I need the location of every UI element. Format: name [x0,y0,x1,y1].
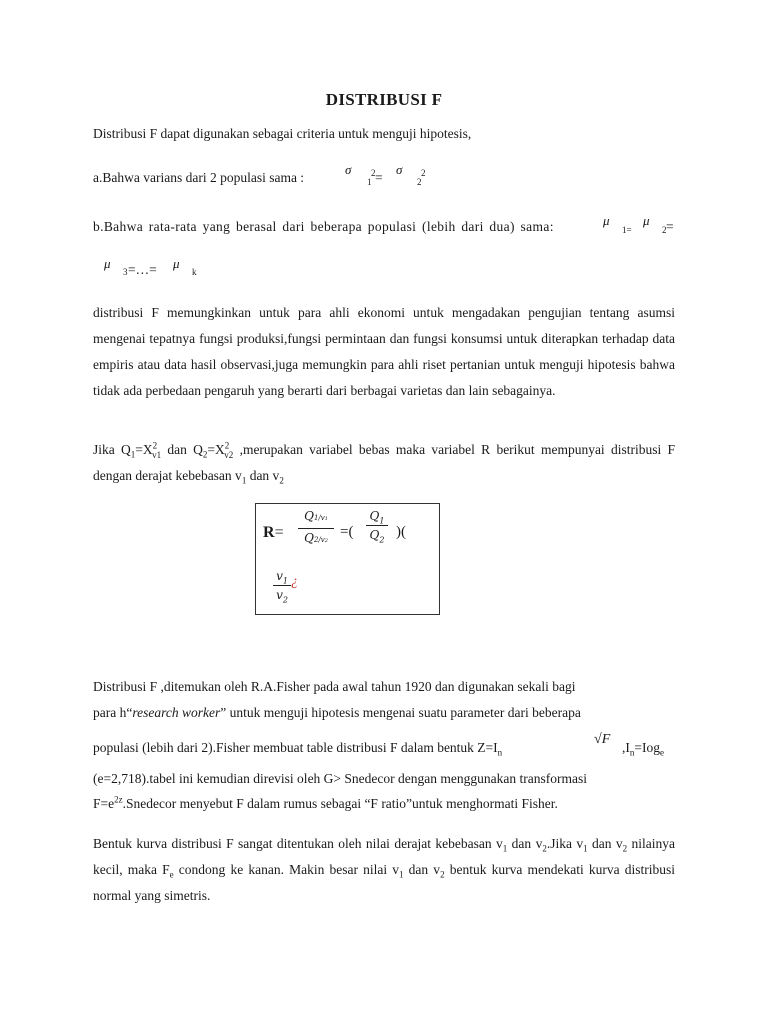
sigma-1-superscript: 2 [371,168,376,178]
sigma-2-symbol: σ [396,162,403,177]
mu-2-subscript: 2 [662,225,667,235]
point-b-text: b.Bahwa rata-rata yang berasal dari beberapa populasi (lebih dari dua) sama: [93,219,554,234]
mu-1-symbol: μ [603,213,610,228]
point-a-equals: = [375,170,383,185]
log-notation: $,I_n=Iog_e$ [622,740,664,758]
fisher-line-2: para h“research worker” untuk menguji hipotesis mengenai suatu parameter dari beberapa [93,705,581,720]
fisher-line-5: $F=e^{2z}.Snedecor$ menyebut F dalam rumus sebagai “F ratio”untuk menghormati Fisher. [93,794,558,811]
paragraph-variable-r: Jika $Q_1=X^2_{v1}$ dan $Q_2=X^2_{v2}$ ,merupakan variabel bebas maka variabel R berikut mempunyai distribusi F dengan derajat kebebasan $v_1$ dan $v_2$ [93,440,675,486]
formula-open-paren: =( [340,524,354,540]
point-b-equals: = [666,219,674,234]
formula-r-label: R= [263,524,284,541]
sigma-2-subscript: 2 [417,177,422,187]
mu-k-subscript: k [192,267,197,277]
fisher-line-3: populasi (lebih dari 2).Fisher membuat table distribusi F dalam bentuk $Z=I_n$ [93,740,503,758]
mu-3-symbol: μ [104,256,111,271]
sigma-2-superscript: 2 [421,168,426,178]
mu-ellipsis: =…= [128,262,157,277]
sigma-1-subscript: 1 [367,177,372,187]
fraction-q1-q2: $Q_1$ $Q_2$ [366,508,388,543]
mu-2-symbol: μ [643,213,650,228]
formula-box [255,503,440,615]
fisher-line-1: Distribusi F ,ditemukan oleh R.A.Fisher pada awal tahun 1920 dan digunakan sekali bagi [93,679,576,694]
mu-3-subscript: 3 [123,267,128,277]
mu-1-subscript: 1= [622,225,632,235]
fraction-q-over-v: Q1/v1 Q2/v2 [298,508,334,549]
page-title: DISTRIBUSI F [325,90,443,109]
sigma-1-symbol: σ [345,162,352,177]
intro-text: Distribusi F dapat digunakan sebagai criteria untuk menguji hipotesis, [93,126,472,141]
fraction-v1-v2: $v_1$ $v_2$ [273,568,291,603]
fisher-line-4: (e=2,718).tabel ini kemudian direvisi oleh G> Snedecor dengan menggunakan transformasi [93,771,587,786]
formula-tail-glyph: ¿ [291,574,298,589]
formula-close-paren: )( [396,524,406,540]
paragraph-curve-shape: Bentuk kurva distribusi F sangat ditentukan oleh nilai derajat kebebasan $v_1$ dan $v_2.Jika$ $v_1$ dan $v_2$ nilainya kecil, maka $F_e$ condong ke kanan. Makin besar nilai $v_1$ dan $v_2$ bentuk kurva mendekati kurva distribusi normal yang simetris. [93,836,676,903]
mu-k-symbol: μ [173,256,180,271]
point-a-text: a.Bahwa varians dari 2 populasi sama : [93,170,305,185]
sqrt-f-symbol: √F [594,732,611,747]
paragraph-economics: distribusi F memungkinkan untuk para ahli ekonomi untuk mengadakan pengujian tentang asumsi mengenai tepatnya fungsi produksi,fungsi permintaan dan fungsi konsumsi untuk diterapkan terhadap data empiris atau data hasil observasi,juga memungkin para ahli riset pertanian untuk menguji hipotesis bahwa tidak ada perbedaan pengaruh yang berarti dari berbagai varietas dan lain sebagainya. [93,305,675,398]
